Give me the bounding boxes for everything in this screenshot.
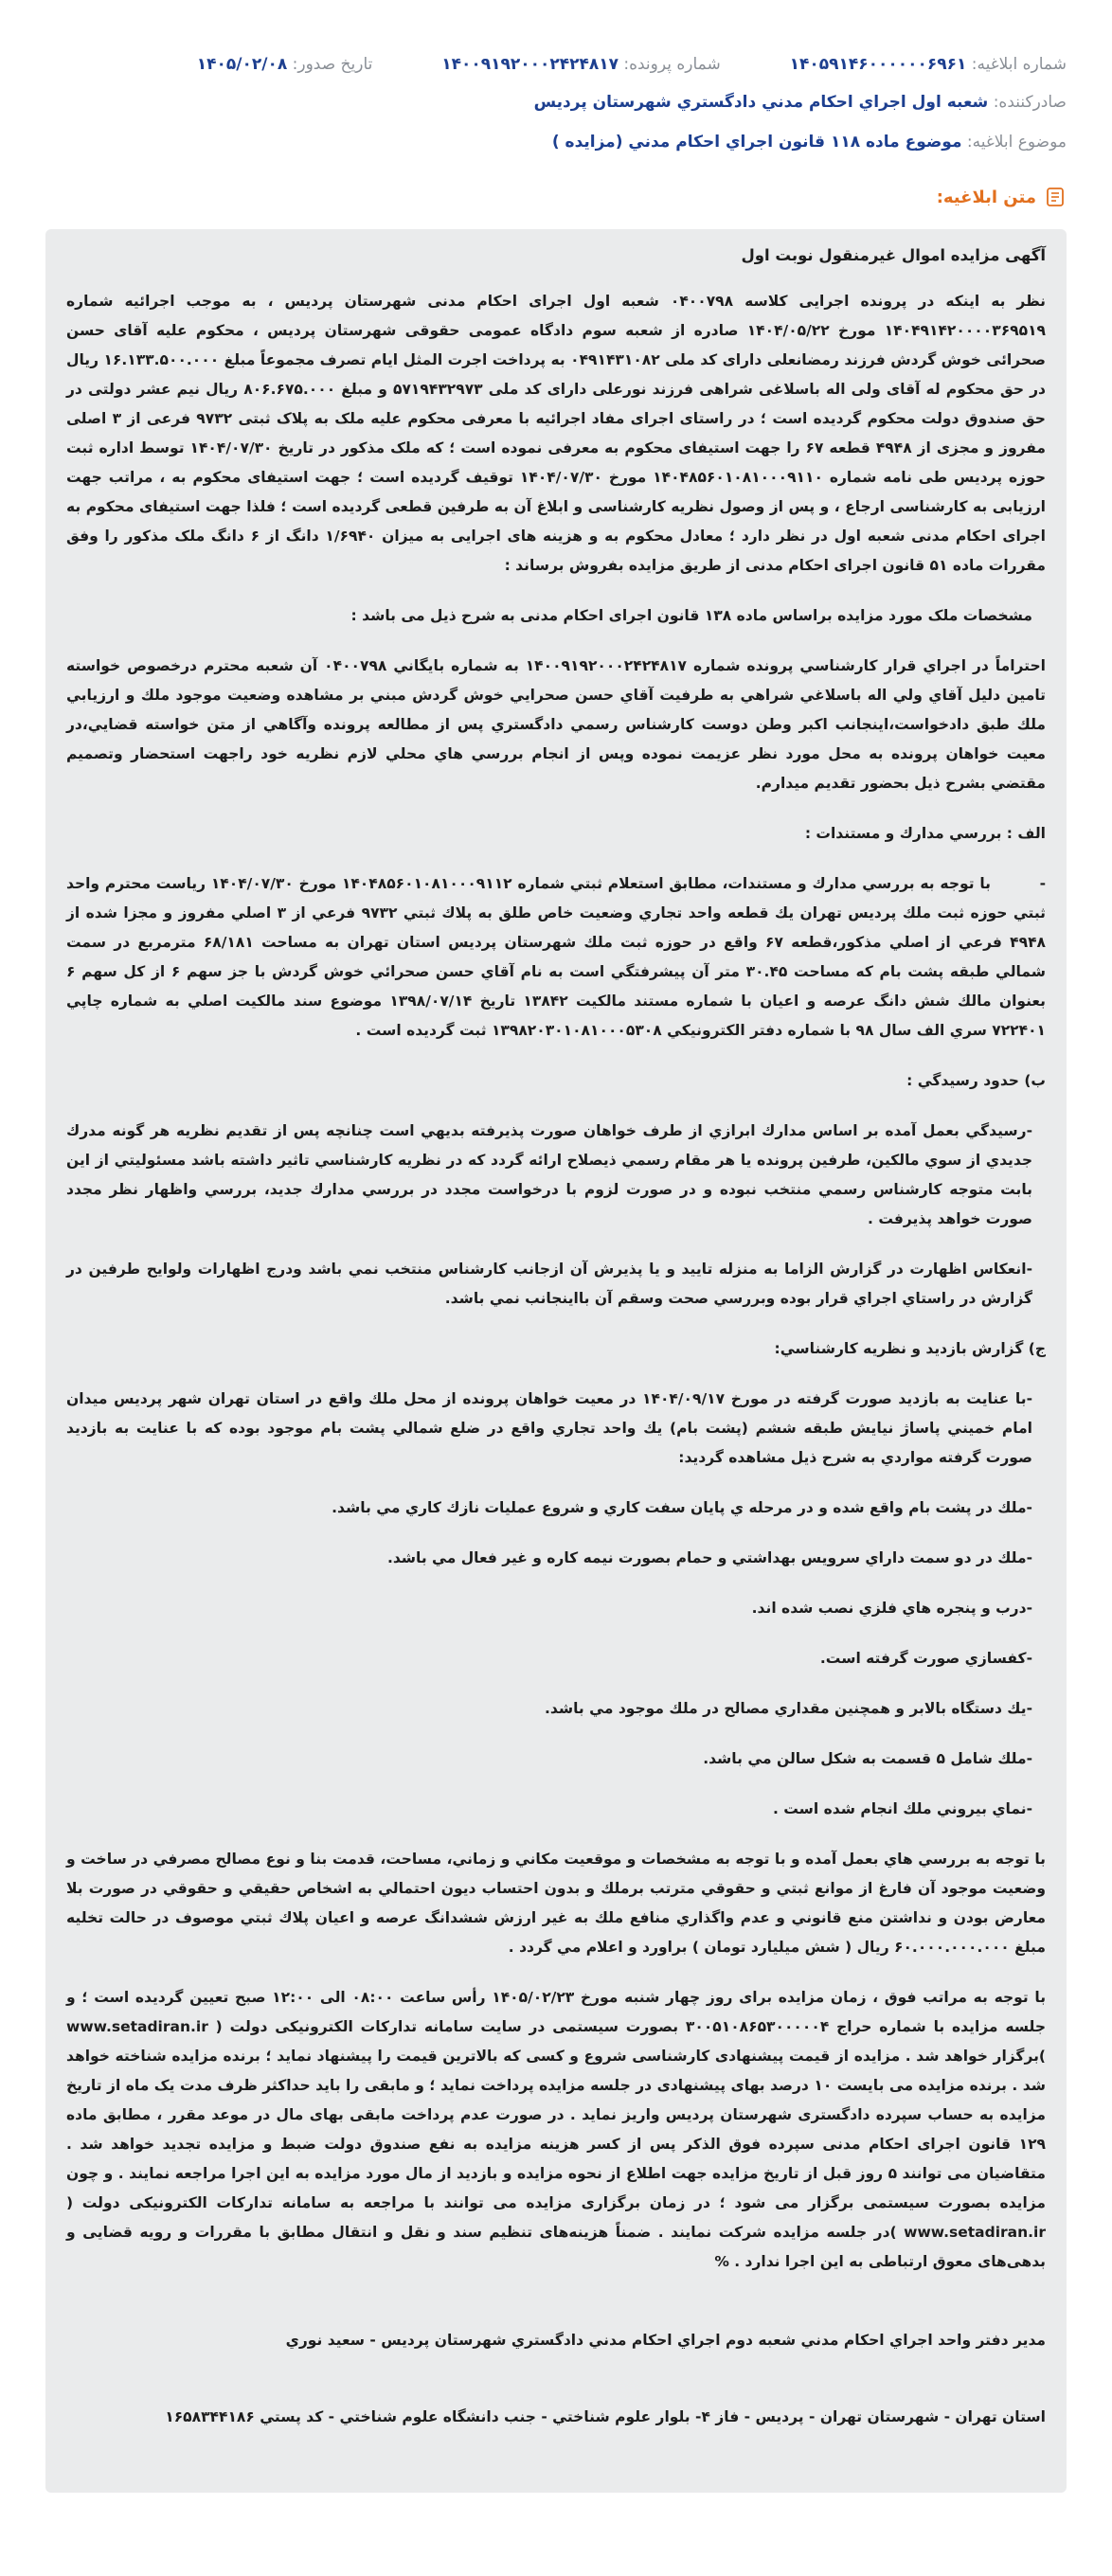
case-number: ۱۴۰۰۹۱۹۲۰۰۰۲۴۲۴۸۱۷ (441, 55, 619, 74)
notice-body (45, 229, 1067, 2493)
observation-item: -درب و پنجره هاي فلزي نصب شده اند. (751, 1600, 1032, 1617)
issuer-row (45, 91, 1067, 114)
section-a-text: - با توجه به بررسي مدارك و مستندات، مطابق استعلام ثبتي شماره ۱۴۰۴۸۵۶۰۱۰۸۱۰۰۰۹۱۱۲ مورخ ۱۴۰۴/۰۷/۳۰ رياست محترم واحد ثبتي حوزه ثبت ملك پرديس تهران يك قطعه واحد تجاري وضعيت خاص طلق به پلاك ثبتي ۹۷۳۲ فرعي از ۳ اصلي مفروز و مجزا شده از ۴۹۴۸ فرعي از اصلي مذكور،قطعه ۶۷ واقع در حوزه ثبت ملك شهرستان پرديس استان تهران به مساحت ۶۸/۱۸۱ مترمربع در سمت شمالي طبقه پشت بام كه مساحت ۳۰.۴۵ متر آن پيشرفتگي است به نام آقاي حسن صحرائي خوش گردش با جز سهم ۶ از كل سهم ۶ بعنوان مالك شش دانگ عرصه و اعيان با شماره مستند مالكيت ۱۳۸۴۲ تاريخ ۱۳۹۸/۰۷/۱۴ موضوع سند مالكيت اصلي به شماره چاپي ۷۲۲۴۰۱ سري الف سال ۹۸ با شماره دفتر الكترونيكي ۱۳۹۸۲۰۳۰۱۰۸۱۰۰۰۵۳۰۸ ثبت گرديده است . (66, 869, 1046, 1046)
document-icon (1044, 186, 1067, 208)
notice-text-header (937, 186, 1067, 208)
section-c-heading: ج) گزارش بازديد و نظريه كارشناسي: (774, 1340, 1046, 1357)
notice-text-title: متن ابلاغیه: (936, 187, 1036, 207)
observation-item: -يك دستگاه بالابر و همچنين مقداري مصالح در ملك موجود مي باشد. (545, 1700, 1032, 1717)
observation-item: -ملك در دو سمت داراي سرويس بهداشتي و حمام بصورت نيمه كاره و غير فعال مي باشد. (386, 1549, 1032, 1566)
auction-terms: با توجه به مراتب فوق ، زمان مزایده برای روز چهار شنبه مورخ ۱۴۰۵/۰۲/۲۳ رأس ساعت ۰۸:۰۰ الی ۱۲:۰۰ صبح تعیین گردیده است ؛ و جلسه مزایده با شماره حراج ۳۰۰۵۱۰۸۶۵۳۰۰۰۰۰۴ بصورت سیستمی در سایت سامانه تدارکات الکترونیکی دولت ( www.setadiran.ir )برگزار خواهد شد . مزایده از قیمت پیشنهادی کارشناسی شروع و کسی که بالاترین قیمت را پیشنهاد نماید ؛ برنده مزایده شناخته خواهد شد . برنده مزایده می بایست ۱۰ درصد بهای پیشنهادی در جلسه مزایده پرداخت نماید ؛ و مابقی را باید حداکثر ظرف مدت یک ماه از تاریخ مزایده به حساب سپرده دادگستری شهرستان پردیس واریز نماید . در صورت عدم پرداخت مابقی بهای مال در موعد مقرر ، مطابق ماده ۱۲۹ قانون اجرای احکام مدنی سپرده فوق الذکر پس از کسر هزینه مزایده به نفع صندوق دولت ضبط و مزایده تجدید خواهد شد . متقاضیان می توانند ۵ روز قبل از تاریخ مزایده جهت اطلاع از نحوه مزایده و بازدید از مال مورد مزایده به این اجرا مراجعه نمایند . و چون مزایده بصورت سیستمی برگزار می شود ؛ در زمان برگزاری مزایده می توانند با مراجعه به سامانه تدارکات الکترونیکی دولت ( www.setadiran.ir )در جلسه مزایده شرکت نمایند . ضمناً هزینه‌های تنظیم سند و نقل و انتقال مطابق با مقررات و رویه قضایی و بدهی‌های معوق ارتباطی به این اجرا ندارد . % (66, 1989, 1047, 2270)
observation-item: -نماي بيروني ملك انجام شده است . (772, 1800, 1032, 1817)
observation-item: -كفسازي صورت گرفته است. (819, 1650, 1032, 1667)
issue-date-label: تاریخ صدور: (292, 55, 373, 74)
section-b-text-2: -انعكاس اظهارت در گزارش الزاما به منزله تاييد و يا پذيرش آن ازجانب كارشناس منتخب نمي باشد ودرج اظهارات ولوايح طرفين در گزارش در راستاي اجراي قرار بوده وبررسي صحت وسقم آن بااينجانب نمي باشد. (66, 1261, 1032, 1307)
observation-item: -ملك در پشت بام واقع شده و در مرحله ي پايان سفت كاري و شروع عمليات نازك كاري مي باشد. (332, 1499, 1032, 1516)
specs-intro: احتراماً در اجراي قرار كارشناسي پرونده شماره ۱۴۰۰۹۱۹۲۰۰۰۲۴۲۴۸۱۷ به شماره بايگاني ۰۴۰۰۷۹۸ آن شعبه محترم درخصوص خواسته تامين دليل آقاي ولي اله باسلاغي شراهي به طرفيت آقاي حسن صحرايي خوش گردش مبني بر مشاهده وضعيت موجود ملك و ارزيابي ملك طبق دادخواست،اينجانب اكبر وطن دوست كارشناس رسمي دادگستري پس از مطالعه پرونده وآگاهي از متن خواسته قضايي،در معيت خواهان پرونده به محل مورد نظر عزيمت نموده وپس از انجام بررسي هاي محلي لازم نظريه خود راجهت استحضار وتصميم مقتضي بشرح ذيل بحضور تقديم ميدارم. (66, 657, 1046, 792)
observation-item: -ملك شامل ۵ قسمت به شكل سالن مي باشد. (703, 1750, 1032, 1767)
specs-heading: مشخصات ملک مورد مزایده براساس ماده ۱۳۸ قانون اجرای احکام مدنی به شرح ذیل می باشد : (350, 607, 1032, 624)
section-b-text-1: -رسيدگي بعمل آمده بر اساس مدارك ابرازي از طرف خواهان صورت پذيرفته بديهي است چنانچه پس از تقديم نظريه هر گونه مدرك جديدي از سوي مالكين، طرفين پرونده يا هر مقام رسمي ذيصلاح ارائه گردد كه در نظريه كارشناسي تاثير داشته باشد مسئوليتي از اين بابت متوجه كارشناس رسمي منتخب نبوده و در صورت لزوم با درخواست مجدد در بررسي مدارك جديد، بررسي واظهار نظر مجدد صورت خواهد پذيرفت . (66, 1122, 1032, 1227)
notice-number-label: شماره ابلاغیه: (971, 55, 1067, 74)
intro-paragraph: نظر به اینکه در پرونده اجرایی کلاسه ۰۴۰۰۷۹۸ شعبه اول اجرای احکام مدنی شهرستان پردیس ، به موجب اجرائیه شماره ۱۴۰۴۹۱۴۲۰۰۰۰۳۶۹۵۱۹ مورخ ۱۴۰۴/۰۵/۲۲ صادره از شعبه سوم دادگاه عمومی حقوقی شهرستان پردیس ، محکوم علیه آقای حسن صحرائی خوش گردش فرزند رمضانعلی دارای کد ملی ۰۴۹۱۴۳۱۰۸۲ به پرداخت اجرت المثل ایام تصرف مجموعاً مبلغ ۱۶.۱۳۳.۵۰۰.۰۰۰ ریال در حق محکوم له آقای ولی اله باسلاغی شراهی فرزند نورعلی دارای کد ملی ۵۷۱۹۴۳۲۹۷۳ و مبلغ ۸۰۶.۶۷۵.۰۰۰ ریال نیم عشر دولتی در حق صندوق دولت محکوم گردیده است ؛ در راستای اجرای مفاد اجرائیه با معرفی محکوم علیه ملک به پلاک ثبتی ۹۷۳۲ فرعی از ۳ اصلی مفروز و مجزی از ۴۹۴۸ قطعه ۶۷ را جهت استیفای محکوم به معرفی نموده است ؛ که ملک مذکور در تاریخ ۱۴۰۴/۰۷/۳۰ توسط اداره ثبت حوزه پردیس طی نامه شماره ۱۴۰۴۸۵۶۰۱۰۸۱۰۰۰۹۱۱۰ مورخ ۱۴۰۴/۰۷/۳۰ توقیف گردیده است ؛ جهت استیفای محکوم به ، مراتب جهت ارزیابی به کارشناسی ارجاع ، و پس از وصول نظریه کارشناسی و ابلاغ آن به طرفین قطعی گردیده است ؛ فلذا جهت استیفای محکوم به اجرای احکام مدنی شعبه اول در نظر دارد ؛ معادل محکوم به و هزینه های اجرایی به میزان ۱/۶۹۴۰ دانگ از ۶ دانگ ملک مذکور را وفق مقررات ماده ۵۱ قانون اجرای احکام مدنی از طریق مزایده بفروش برساند : (66, 293, 1046, 574)
issuer-label: صادرکننده: (993, 93, 1067, 112)
subject-label: موضوع ابلاغیه: (966, 133, 1067, 152)
section-b-heading: ب) حدود رسيدگي : (906, 1072, 1046, 1089)
valuation-paragraph: با توجه به بررسي هاي بعمل آمده و با توجه به مشخصات و موقعيت مكاني و زماني، مساحت، قدمت بنا و نوع مصالح مصرفي در ساخت و وضعيت موجود آن فارغ از موانع ثبتي و حقوقي مترتب برملك و بدون احتساب ديون احتمالي به اشخاص حقيقي و حقوقي در صورت بلا معارض بودن و نداشتن منع قانوني و عدم واگذاري منافع ملك به غير ارزش ششدانگ عرصه و اعيان پلاك ثبتي موصوف در حالت تخليه مبلغ ۶۰.۰۰۰.۰۰۰.۰۰۰ ريال ( شش ميليارد تومان ) براورد و اعلام مي گردد . (66, 1851, 1046, 1956)
section-a-heading: الف : بررسي مدارك و مستندات : (804, 825, 1046, 842)
issuer: شعبه اول اجراي احكام مدني دادگستري شهرستان پرديس (533, 93, 989, 112)
notice-number: ۱۴۰۵۹۱۴۶۰۰۰۰۰۰۶۹۶۱ (789, 55, 967, 74)
signature: مدير دفتر واحد اجراي احكام مدني شعبه دوم اجراي احكام مدني دادگستري شهرستان پرديس - سعيد نوري (285, 2332, 1046, 2349)
subject-row (45, 131, 1067, 153)
issue-date: ۱۴۰۵/۰۲/۰۸ (196, 55, 288, 74)
case-number-label: شماره پرونده: (623, 55, 721, 74)
subject: موضوع ماده ۱۱۸ قانون اجراي احكام مدني (مزايده ) (551, 133, 962, 152)
address: استان تهران - شهرستان تهران - پرديس - فاز ۴- بلوار علوم شناختي - جنب دانشگاه علوم شناختي - كد پستي ۱۶۵۸۳۴۴۱۸۶ (165, 2408, 1046, 2425)
notice-meta-row (45, 53, 1067, 76)
section-c-text: -با عنايت به بازديد صورت گرفته در مورخ ۱۴۰۴/۰۹/۱۷ در معيت خواهان پرونده از محل ملك واقع در استان تهران شهر پرديس ميدان امام خميني پاساژ نيايش طبقه ششم (پشت بام) يك واحد تجاري واقع در ضلع شمالي پشت بام موجود بوده كه با عنايت به بازديد صورت گرفته مواردي به شرح ذيل مشاهده گرديد: (66, 1390, 1032, 1466)
ad-title: آگهی مزایده اموال غیرمنقول نوبت اول (741, 246, 1046, 264)
